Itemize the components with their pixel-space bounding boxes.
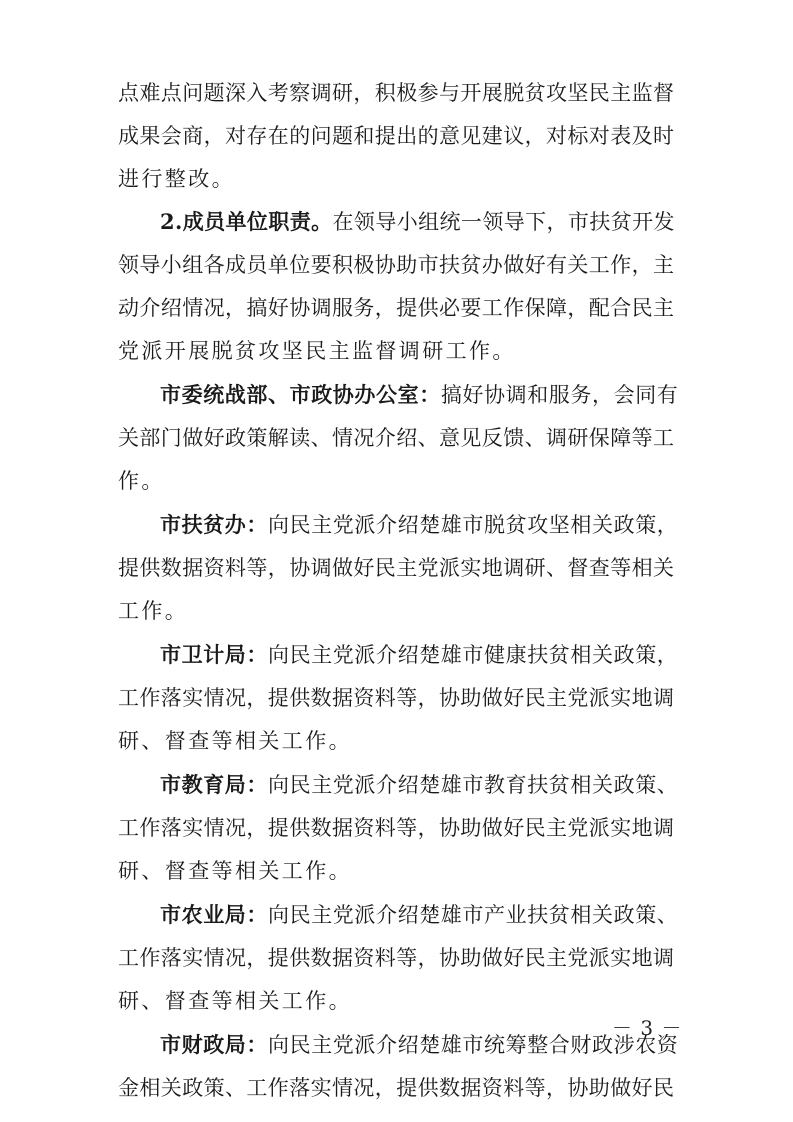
- paragraph-heading: 市农业局：: [160, 902, 268, 927]
- paragraph-text: 向民主党派介绍楚雄市教育扶贫相关政策、: [268, 773, 679, 797]
- paragraph-line: 党派开展脱贫攻坚民主监督调研工作。: [118, 339, 516, 363]
- paragraph-line: 研、督查等相关工作。: [118, 989, 352, 1013]
- paragraph-line: 工作落实情况，提供数据资料等，协助做好民主党派实地调: [118, 686, 675, 710]
- paragraph-text: 向民主党派介绍楚雄市脱贫攻坚相关政策，: [268, 513, 679, 537]
- paragraph-first-line: [160, 380, 678, 410]
- paragraph-first-line: [160, 207, 678, 237]
- page-number: － 3 －: [612, 1016, 683, 1040]
- paragraph-line: 研、督查等相关工作。: [118, 859, 352, 883]
- paragraph-line: 关部门做好政策解读、情况介绍、意见反馈、调研保障等工: [118, 426, 675, 450]
- paragraph-text: 向民主党派介绍楚雄市统筹整合财政涉农资: [268, 1033, 679, 1057]
- paragraph-text: 搞好协调和服务，会同有: [440, 383, 679, 407]
- paragraph-line: 工作落实情况，提供数据资料等，协助做好民主党派实地调: [118, 816, 675, 840]
- paragraph-heading: 2.成员单位职责。: [160, 209, 333, 234]
- paragraph-line: 动介绍情况，搞好协调服务，提供必要工作保障，配合民主: [118, 296, 675, 320]
- paragraph-line: 研、督查等相关工作。: [118, 729, 352, 753]
- paragraph-heading: 市扶贫办：: [160, 512, 268, 537]
- paragraph-heading: 市委统战部、市政协办公室：: [160, 382, 441, 407]
- paragraph-first-line: [160, 510, 678, 540]
- paragraph-line: 作。: [118, 469, 165, 493]
- paragraph-text: 向民主党派介绍楚雄市产业扶贫相关政策、: [268, 903, 679, 927]
- paragraph-first-line: [160, 640, 678, 670]
- paragraph-heading: 市财政局：: [160, 1032, 268, 1057]
- paragraph-line: 金相关政策、工作落实情况，提供数据资料等，协助做好民: [118, 1076, 675, 1100]
- paragraph-heading: 市教育局：: [160, 772, 268, 797]
- paragraph-line: 领导小组各成员单位要积极协助市扶贫办做好有关工作，主: [118, 253, 675, 277]
- paragraph-line: 工作。: [118, 599, 189, 623]
- paragraph-first-line: [160, 770, 678, 800]
- paragraph-line: 成果会商，对存在的问题和提出的意见建议，对标对表及时: [118, 124, 675, 148]
- paragraph-first-line: [160, 900, 678, 930]
- paragraph-text: 在领导小组统一领导下，市扶贫开发: [332, 210, 675, 234]
- paragraph-line: 进行整改。: [118, 167, 235, 191]
- paragraph-line: 提供数据资料等，协调做好民主党派实地调研、督查等相关: [118, 556, 675, 580]
- paragraph-heading: 市卫计局：: [160, 642, 268, 667]
- paragraph-line: 点难点问题深入考察调研，积极参与开展脱贫攻坚民主监督: [118, 81, 675, 105]
- paragraph-text: 向民主党派介绍楚雄市健康扶贫相关政策，: [268, 643, 679, 667]
- paragraph-line: 工作落实情况，提供数据资料等，协助做好民主党派实地调: [118, 946, 675, 970]
- paragraph-first-line: [160, 1030, 678, 1060]
